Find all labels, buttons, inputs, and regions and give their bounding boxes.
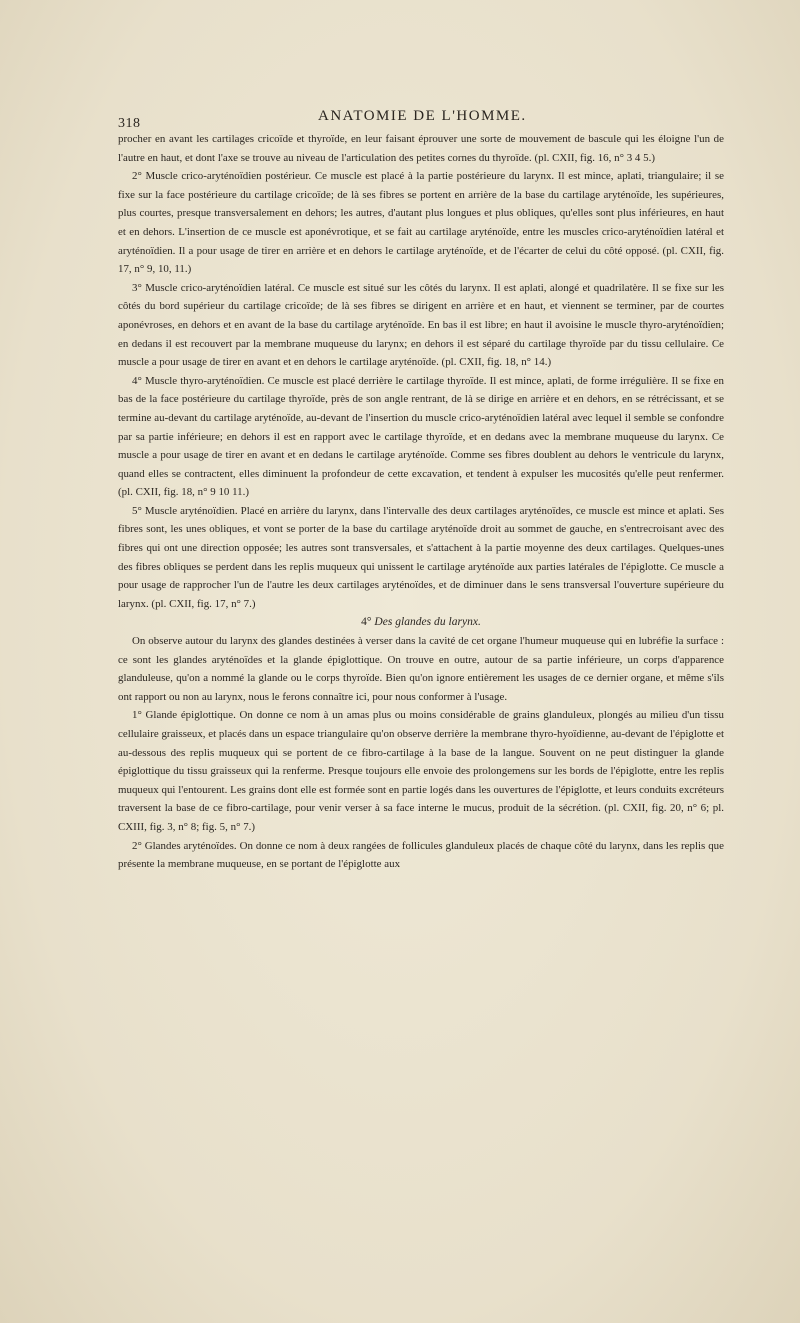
section-title: Des glandes du larynx. [374, 616, 481, 629]
section-number: 4° [361, 616, 372, 629]
paragraph-muscle-crico-arytenoidien-lateral: 3° Muscle crico-aryténoïdien latéral. Ce muscle est situé sur les côtés du larynx. Il est aplati, alongé et quadrilatère. Il se fixe sur les côtés du bord supérieur du cartilage cricoïde; de là ses fibres se dirigent en arrière et en haut, et viennent se terminer, par de courtes aponévroses, en dehors et en avant de la base du cartilage aryténoïde. En bas il est libre; en haut il avoisine le muscle thyro-aryténoïdien; en dedans il est recouvert par la membrane muqueuse du larynx; en dehors il est séparé du cartilage thyroïde par du tissu cellulaire. Ce muscle a pour usage de tirer en avant et en dehors le cartilage aryténoïde. (pl. CXII, fig. 18, n° 14.) [118, 281, 724, 369]
paragraph-continuation: procher en avant les cartilages cricoïde et thyroïde, en leur faisant éprouver une sorte de mouvement de bascule qui les éloigne l'un de l'autre en haut, et dont l'axe se trouve au niveau de l'articulation des petites cornes du thyroïde. (pl. CXII, fig. 16, n° 3 4 5.) [118, 133, 724, 164]
paragraph-glande-epiglottique: 1° Glande épiglottique. On donne ce nom à un amas plus ou moins considérable de grains glanduleux, plongés au milieu d'un tissu cellulaire graisseux, et placés dans un espace triangulaire qu'on observe derrière la membrane thyro-hyoïdienne, au-devant de l'épiglotte et au-dessous des replis muqueux qui se portent de ce fibro-cartilage à la base de la langue. Souvent on ne peut distinguer la glande épiglottique du tissu graisseux qui la renferme. Presque toujours elle envoie des prolongemens sur les bords de l'épiglotte, entre les replis muqueux qui l'entourent. Les grains dont elle est formée sont en partie logés dans les ouvertures de l'épiglotte, et leurs conduits excréteurs traversent la base de ce fibro-cartilage, pour venir verser à sa face interne le mucus, produit de la sécrétion. (pl. CXII, fig. 20, n° 6; pl. CXIII, fig. 3, n° 8; fig. 5, n° 7.) [118, 709, 724, 833]
body-text [118, 130, 724, 874]
paragraph-glandes-intro: On observe autour du larynx des glandes destinées à verser dans la cavité de cet organe l'humeur muqueuse qui en lubréfie la surface : ce sont les glandes aryténoïdes et la glande épiglottique. On trouve en outre, autour de sa partie inférieure, un corps d'apparence glanduleuse, qu'on a nommé la glande ou le corps thyroïde. Bien qu'on ignore entièrement les usages de ce dernier organe, et même s'ils ont rapport ou non au larynx, nous le ferons connaître ici, pour nous conformer à l'usage. [118, 635, 724, 703]
running-title: ANATOMIE DE L'HOMME. [318, 108, 527, 124]
page-number: 318 [118, 116, 141, 131]
paragraph-muscle-thyro-arytenoidien: 4° Muscle thyro-aryténoïdien. Ce muscle est placé derrière le cartilage thyroïde. Il est mince, aplati, de forme irrégulière. Il se fixe en bas de la face postérieure du cartilage thyroïde, près de son angle rentrant, de là se dirige en arrière et en dehors, en se rétrécissant, et se termine au-devant du cartilage aryténoïde, au-devant de l'insertion du muscle crico-aryténoïdien latéral avec lequel il semble se confondre par sa partie inférieure; en dehors il est en rapport avec le cartilage thyroïde, et en dedans avec la membrane muqueuse du larynx. Ce muscle a pour usage de tirer en avant et en dedans le cartilage aryténoïde. Comme ses fibres doublent au dehors le ventricule du larynx, quand elles se contractent, elles diminuent la profondeur de cette excavation, et tendent à expulser les mucosités qu'elle peut renfermer. (pl. CXII, fig. 18, n° 9 10 11.) [118, 374, 724, 499]
paragraph-muscle-arytenoidien: 5° Muscle aryténoïdien. Placé en arrière du larynx, dans l'intervalle des deux cartilages aryténoïdes, ce muscle est mince et aplati. Ses fibres sont, les unes obliques, et vont se porter de la base du cartilage aryténoïde droit au sommet de gauche, en s'entrecroisant avec des fibres qui ont une direction opposée; les autres sont transversales, et s'attachent à la partie moyenne des deux cartilages. Quelques-unes des fibres obliques se perdent dans les replis muqueux qui unissent le cartilage aryténoïde aux parties latérales de l'épiglotte. Ce muscle a pour usage de rapprocher l'un de l'autre les deux cartilages aryténoïdes, et de diminuer dans le sens transversal l'ouverture supérieure du larynx. (pl. CXII, fig. 17, n° 7.) [118, 504, 724, 610]
paragraph-glandes-arytenoides: 2° Glandes aryténoïdes. On donne ce nom à deux rangées de follicules glanduleux placés de chaque côté du larynx, dans les replis que présente la membrane muqueuse, en se portant de l'épiglotte aux [118, 839, 724, 871]
page-header [118, 108, 728, 130]
section-heading [118, 613, 724, 632]
paragraph-muscle-crico-arytenoidien-posterieur: 2° Muscle crico-aryténoïdien postérieur. Ce muscle est placé à la partie postérieure du larynx. Il est mince, aplati, triangulaire; il se fixe sur la face postérieure du cartilage cricoïde; de là ses fibres se portent en arrière de la base du cartilage aryténoïde, les supérieures, plus courtes, presque transversalement en dehors; les autres, d'autant plus longues et plus obliques, qu'elles sont plus inférieures, en haut et en dehors. L'insertion de ce muscle est aponévrotique, et se fait au cartilage aryténoïde, entre les muscles crico-aryténoïdien latéral et aryténoïdien. Il a pour usage de tirer en arrière et en dehors le cartilage aryténoïde, et de l'écarter de celui du côté opposé. (pl. CXII, fig. 17, n° 9, 10, 11.) [118, 170, 724, 276]
